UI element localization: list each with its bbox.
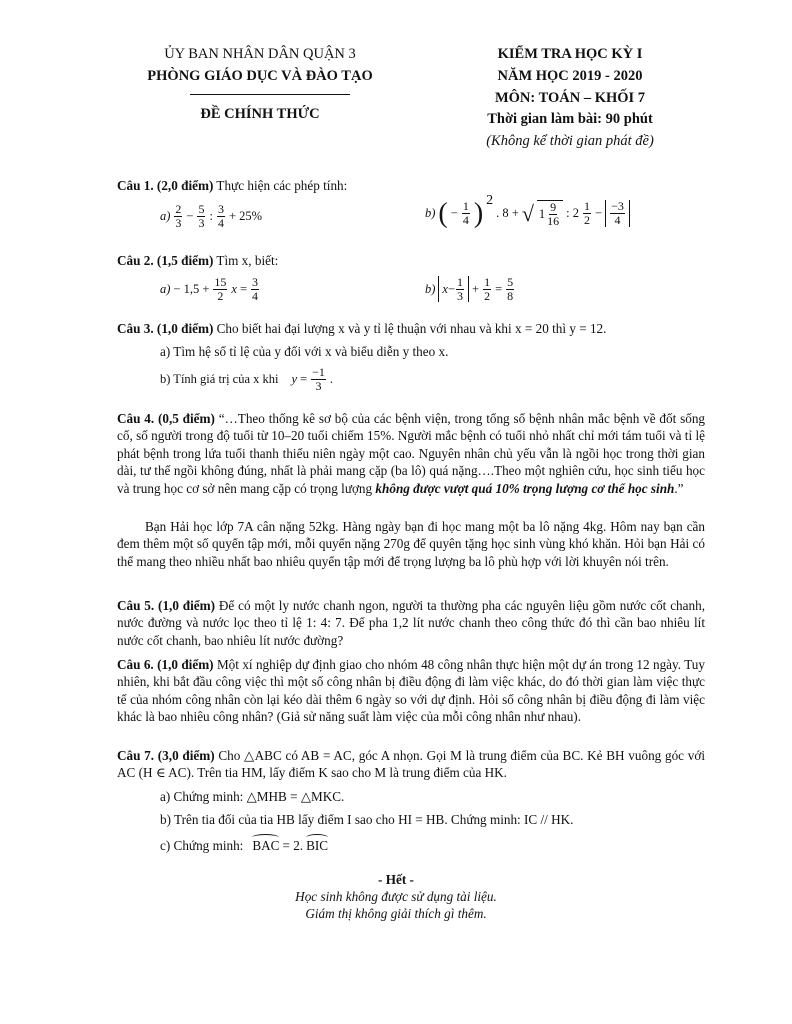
question-5-text: Để có một ly nước chanh ngon, người ta thường pha các nguyên liệu gồm nước cốt chanh, nước đường và nước lọc theo tỉ lệ 1: 4: 7. Để pha 1,2 lít nước chanh theo công thức đó thì cần bao nhiêu lít nước cốt chanh, bao nhiêu lít nước đường?	[117, 598, 705, 648]
header-right	[440, 44, 700, 153]
question-4-paragraph-2: Bạn Hải học lớp 7A cân nặng 52kg. Hàng ngày bạn đi học mang một ba lô nặng 4kg. Hôm nay bạn cần đem thêm một số quyển tập mới, mỗi quyển nặng 270g để quyên tặng học sinh vùng khó khăn. Hỏi bạn Hải có thể mang theo nhiều nhất bao nhiêu quyển tập mới để trọng lượng ba lô phù hợp với lời khuyên nói trên.	[117, 519, 705, 569]
exam-title: KIỂM TRA HỌC KỲ I	[497, 46, 643, 62]
question-3-text: Cho biết hai đại lượng x và y tỉ lệ thuận với nhau và khi x = 20 thì y = 12.	[213, 321, 607, 336]
question-7-label: Câu 7. (3,0 điểm)	[117, 748, 215, 763]
question-4-label: Câu 4. (0,5 điểm)	[117, 411, 215, 426]
department-name: PHÒNG GIÁO DỤC VÀ ĐÀO TẠO	[147, 67, 373, 84]
angle-bac: BAC	[252, 838, 280, 853]
question-2	[117, 252, 705, 269]
question-4-text: “…Theo thống kê sơ bộ của các bệnh viện, trong tổng số bệnh nhân mắc bệnh về đốt sống cổ, số người trong độ tuổi từ 10–20 tuổi chiếm 15%. Người mắc bệnh có tuổi nhỏ nhất chỉ mới tám tuổi và tỉ lệ phát bệnh trong lứa tuổi thanh thiếu niên ngày một cao. Nguyên nhân chủ yếu vẫn là ngồi học trong thời gian dài, tư thế ngồi không đúng, nhất là phải mang cặp (ba lô) quá nặng….Theo một nghiên cứu, học sinh tiểu học và trung học cơ sở nên mang cặp có trọng lượng	[117, 411, 706, 496]
duration-note: (Không kể thời gian phát đề)	[486, 133, 654, 149]
header-left	[110, 44, 410, 125]
duration: Thời gian làm bài: 90 phút	[487, 111, 653, 128]
question-3	[117, 320, 705, 337]
q2-b-label: b)	[425, 281, 436, 296]
q7-part-b: b) Trên tia đối của tia HB lấy điểm I sao cho HI = HB. Chứng minh: IC // HK.	[160, 812, 574, 827]
q3-part-a: a) Tìm hệ số tỉ lệ của y đối với x và biểu diễn y theo x.	[160, 344, 449, 359]
subject: MÔN: TOÁN – KHỐI 7	[494, 89, 646, 106]
question-7-text: Cho △ABC có AB = AC, góc A nhọn. Gọi M là trung điểm của BC. Kẻ BH vuông góc với AC (H ∈ AC). Trên tia HM, lấy điểm K sao cho M là trung điểm của HK.	[117, 748, 705, 781]
fraction: $\frac{3}{4}$	[217, 202, 224, 230]
angle-bic: BIC	[306, 838, 329, 853]
end-marker: - Hết -	[378, 872, 414, 887]
footer-note-1: Học sinh không được sử dụng tài liệu.	[295, 889, 497, 904]
q2-part-b: b) x − $\frac{1}{3}$ + $\frac{1}{2}$ = $\frac{5}{8}$	[425, 275, 514, 303]
q2-part-a: a) − 1,5 + $\frac{15}{2}$ x = $\frac{3}{4}$	[160, 275, 259, 303]
q7-c-text: c) Chứng minh:	[160, 838, 244, 853]
q3-b-text: b) Tính giá trị của x khi	[160, 371, 279, 386]
question-4-end: .”	[674, 480, 684, 496]
question-4	[117, 410, 705, 497]
committee-name: ỦY BAN NHÂN DÂN QUẬN 3	[164, 46, 356, 62]
question-1	[117, 177, 705, 194]
question-6-label: Câu 6. (1,0 điểm)	[117, 657, 214, 672]
question-2-text: Tìm x, biết:	[213, 253, 279, 268]
question-1-label: Câu 1. (2,0 điểm)	[117, 178, 214, 193]
fraction: $\frac{2}{3}$	[175, 202, 182, 230]
q3-part-b: b) Tính giá trị của x khi y = $\frac{-1}{3}$ .	[160, 365, 334, 393]
q1-part-b: b) ( − $\frac{1}{4}$ ) 2 . 8 + √ 1 $\frac{9}{16}$ : 2 $\frac{1}{2}$ − $\frac{-3}{4}$	[425, 199, 630, 228]
q1-b-label: b)	[425, 206, 436, 221]
question-5-label: Câu 5. (1,0 điểm)	[117, 598, 216, 613]
school-year: NĂM HỌC 2019 - 2020	[497, 67, 643, 84]
q1-a-label: a)	[160, 208, 171, 223]
header-divider	[190, 94, 350, 95]
question-3-label: Câu 3. (1,0 điểm)	[117, 321, 214, 336]
q1-part-a: a) $\frac{2}{3}$ − $\frac{5}{3}$ : $\frac{3}{4}$ + 25%	[160, 202, 263, 230]
question-6-text: Một xí nghiệp dự định giao cho nhóm 48 công nhân thực hiện một dự án trong 12 ngày. Tuy nhiên, khi bắt đầu công việc thì một số công nhân bị điều động đi làm việc khác, do đó thời gian làm việc thực tế của nhóm công nhân còn lại kéo dài thêm 6 ngày so với dự định. Hỏi số công nhân bị điều động đi làm việc khác là bao nhiêu công nhân? (Giả sử năng suất làm việc của mỗi công nhân như nhau).	[117, 657, 705, 725]
question-2-label: Câu 2. (1,5 điểm)	[117, 253, 214, 268]
fraction: $\frac{5}{3}$	[198, 202, 205, 230]
q7-part-a: a) Chứng minh: △MHB = △MKC.	[160, 789, 345, 804]
question-7	[117, 747, 705, 782]
official-label: ĐỀ CHÍNH THỨC	[200, 105, 320, 122]
question-6	[117, 656, 705, 726]
question-4-emphasis: không được vượt quá 10% trọng lượng cơ thể học sinh	[375, 480, 675, 496]
question-1-text: Thực hiện các phép tính:	[213, 178, 348, 193]
q2-a-label: a)	[160, 281, 171, 296]
q7-part-c: c) Chứng minh: BAC = 2. BIC	[160, 838, 329, 853]
question-5	[117, 597, 705, 649]
footer-note-2: Giám thị không giải thích gì thêm.	[305, 906, 487, 921]
